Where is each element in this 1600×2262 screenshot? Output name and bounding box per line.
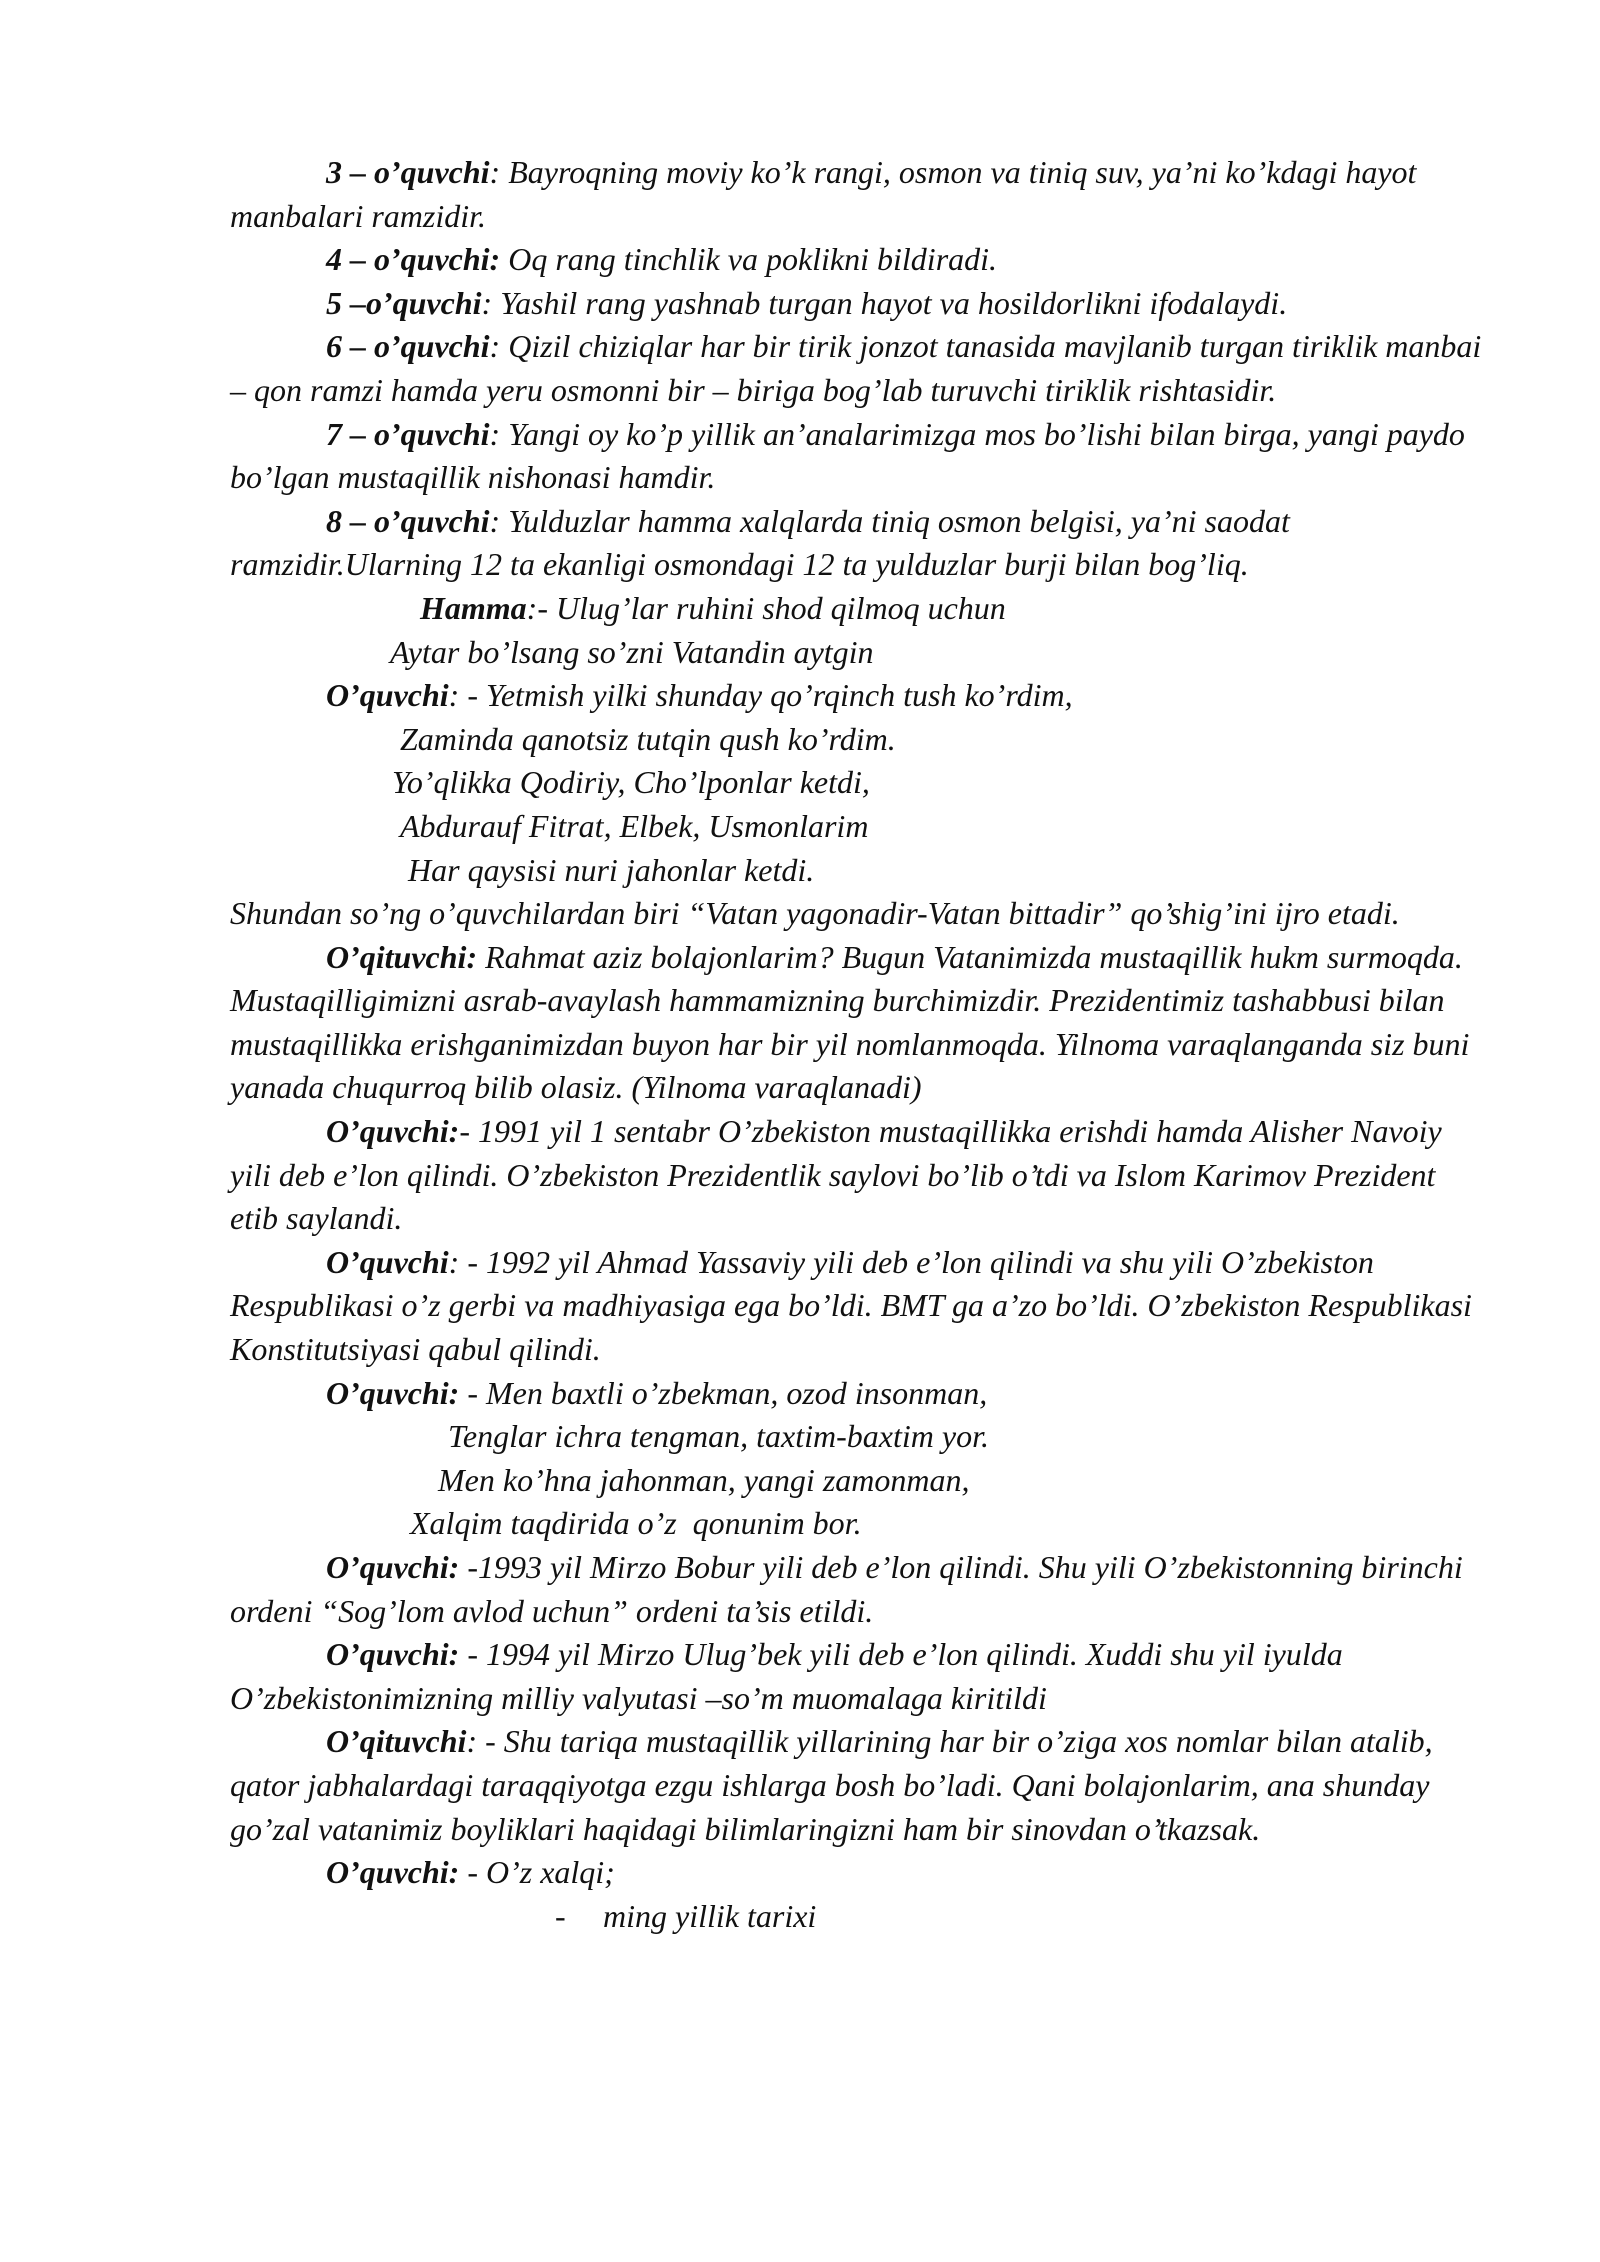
paragraph-year-1991 [230, 1110, 1490, 1241]
poem1-line-3: Yo’qlikka Qodiriy, Cho’lponlar ketdi, [392, 764, 870, 801]
paragraph-year-1992 [230, 1241, 1490, 1372]
paragraph-student-7: 7 – o’quvchi: Yangi oy ko’p yillik an’analarimizga mos bo’lishi bilan birga, yangi paydo bo’lgan mustaqillik nishonasi hamdir. [230, 415, 1465, 496]
speaker-label: 8 – o’quvchi [326, 502, 490, 539]
final-list-item [230, 1895, 1490, 1939]
speaker-label: 7 – o’quvchi [326, 415, 490, 452]
paragraph-text: Bayroqning moviy ko’k rangi, osmon va tiniq suv, ya’ni ko’kdagi hayot manbalari ramzidir. [230, 154, 1417, 234]
poem1-line-5: Har qaysisi nuri jahonlar ketdi. [408, 851, 815, 888]
poem2-line-2: Tenglar ichra tengman, taxtim-baxtim yor. [448, 1418, 989, 1455]
speaker-label: O’quvchi: [326, 1374, 460, 1411]
speaker-label: O’quvchi: [326, 1549, 460, 1585]
speaker-label: 5 –o’quvchi [326, 284, 482, 321]
paragraph-text: Oq rang tinchlik va poklikni bildiradi. [500, 241, 998, 278]
paragraph-text: Yulduzlar hamma xalqlarda tiniq osmon belgisi, ya’ni saodat ramzidir.Ularning 12 ta ekanligi osmondagi 12 ta yulduzlar burji bilan bog’liq. [230, 502, 1290, 583]
speaker-label: O’quvchi [326, 677, 449, 714]
speaker-label: O’qituvchi: [326, 938, 478, 975]
paragraph-text: Rahmat aziz bolajonlarim? Bugun Vatanimizda mustaqillik hukm surmoqda. Mustaqilligimizni asrab-avaylash hammamizning burchimizdir. Prezidentimiz tashabbusi bilan mustaqillikka erishganimizdan buyon har bir yil nomlanmoqda. Yilnoma varaqlanganda siz buni yanada chuqurroq bilib olasiz. (Yilnoma varaqlanadi) [230, 938, 1470, 1106]
poem2-line-1: O’quvchi: - Men baxtli o’zbekman, ozod insonman, [326, 1374, 988, 1411]
final-line-1: O’quvchi: - O’z xalqi; [326, 1854, 615, 1891]
speaker-label: O’quvchi: [326, 1113, 460, 1150]
speaker-label: 6 – o’quvchi [326, 328, 490, 365]
chorus-line-1: Hamma:- Ulug’lar ruhini shod qilmoq uchun [420, 589, 1006, 626]
paragraph-student-5: 5 –o’quvchi: Yashil rang yashnab turgan hayot va hosildorlikni ifodalaydi. [326, 284, 1288, 321]
list-item-text: ming yillik tarixi [603, 1897, 817, 1934]
speaker-label: O’quvchi: [326, 1636, 460, 1673]
paragraph-student-6: 6 – o’quvchi: Qizil chiziqlar har bir tirik jonzot tanasida mavjlanib turgan tiriklik manbai – qon ramzi hamda yeru osmonni bir – biriga bog’lab turuvchi tiriklik rishtasidir. [230, 328, 1482, 408]
paragraph-text: - 1994 yil Mirzo Ulug’bek yili deb e’lon qilindi. Xuddi shu yil iyulda O’zbekistonimizning milliy valyutasi –so’m muomalaga kiritildi [230, 1636, 1343, 1716]
poem1-line-1: O’quvchi: - Yetmish yilki shunday qo’rqinch tush ko’rdim, [326, 677, 1073, 714]
paragraph-teacher-1 [230, 936, 1490, 1110]
paragraph-year-1993 [230, 1546, 1490, 1633]
poem2-line-3: Men ko’hna jahonman, yangi zamonman, [438, 1461, 970, 1498]
paragraph-student-3: 3 – o’quvchi: Bayroqning moviy ko’k rangi, osmon va tiniq suv, ya’ni ko’kdagi hayot manbalari ramzidir. [230, 154, 1417, 234]
chorus-line-2: Aytar bo’lsang so’zni Vatandin aytgin [390, 633, 874, 670]
list-dash: - [555, 1897, 566, 1934]
document-page [230, 151, 1490, 1938]
speaker-label: 4 – o’quvchi: [326, 241, 501, 278]
paragraph-text: : - Shu tariqa mustaqillik yillarining har bir o’ziga xos nomlar bilan atalib, qator jabhalardagi taraqqiyotga ezgu ishlarga bosh bo’ladi. Qani bolajonlarim, ana shunday go’zal vatanimiz boyliklari haqidagi bilimlaringizni ham bir sinovdan o’tkazsak. [230, 1723, 1433, 1847]
paragraph-text: Yashil rang yashnab turgan hayot va hosildorlikni ifodalaydi. [492, 284, 1288, 321]
paragraph-student-8: 8 – o’quvchi: Yulduzlar hamma xalqlarda tiniq osmon belgisi, ya’ni saodat ramzidir.Ularning 12 ta ekanligi osmondagi 12 ta yulduzlar burji bilan bog’liq. [230, 502, 1290, 583]
paragraph-student-4 [230, 238, 1490, 282]
paragraph-text: : - 1992 yil Ahmad Yassaviy yili deb e’lon qilindi va shu yili O’zbekiston Respublikasi o’z gerbi va madhiyasiga ega bo’ldi. BMT ga a’zo bo’ldi. O’zbekiston Respublikasi Konstitutsiyasi qabul qilindi. [230, 1243, 1472, 1368]
paragraph-text: Yangi oy ko’p yillik an’analarimizga mos bo’lishi bilan birga, yangi paydo bo’lgan mustaqillik nishonasi hamdir. [230, 415, 1465, 496]
speaker-label: 3 – o’quvchi [326, 154, 490, 190]
speaker-label: O’quvchi [326, 1243, 449, 1280]
poem2-line-4: Xalqim taqdirida o’z qonunim bor. [410, 1505, 862, 1542]
speaker-label: Hamma [420, 589, 527, 626]
speaker-label: O’quvchi: [326, 1854, 460, 1891]
poem1-line-2: Zaminda qanotsiz tutqin qush ko’rdim. [400, 720, 896, 757]
song-note: Shundan so’ng o’quvchilardan biri “Vatan yagonadir-Vatan bittadir” qo’shig’ini ijro etadi. [230, 895, 1400, 932]
poem1-line-4: Abdurauf Fitrat, Elbek, Usmonlarim [400, 807, 869, 844]
paragraph-teacher-2 [230, 1720, 1490, 1851]
paragraph-text: Qizil chiziqlar har bir tirik jonzot tanasida mavjlanib turgan tiriklik manbai – qon ramzi hamda yeru osmonni bir – biriga bog’lab turuvchi tiriklik rishtasidir. [230, 328, 1482, 408]
paragraph-text: - 1991 yil 1 sentabr O’zbekiston mustaqillikka erishdi hamda Alisher Navoiy yili deb e’lon qilindi. O’zbekiston Prezidentlik saylovi bo’lib o’tdi va Islom Karimov Prezident etib saylandi. [230, 1113, 1442, 1237]
paragraph-year-1994 [230, 1633, 1490, 1720]
speaker-label: O’qituvchi [326, 1723, 467, 1760]
paragraph-text: -1993 yil Mirzo Bobur yili deb e’lon qilindi. Shu yili O’zbekistonning birinchi ordeni “Sog’lom avlod uchun” ordeni ta’sis etildi. [230, 1549, 1463, 1629]
